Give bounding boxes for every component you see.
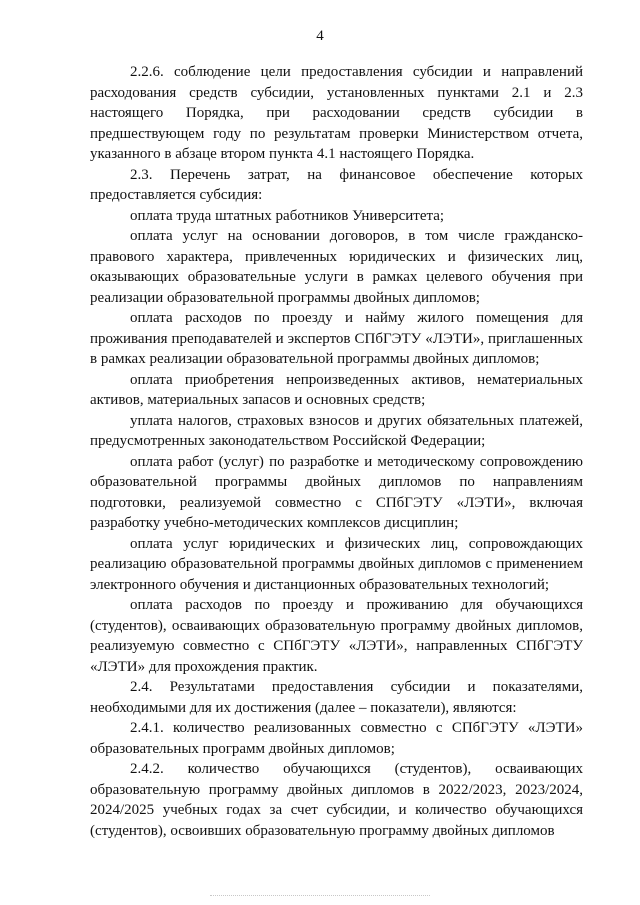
cost-item-contract-services: оплата услуг на основании договоров, в том числе гражданско-правового характера, привлеченных юридических и физических лиц, оказывающих образовательные услуги в рамках целевого обучения при реализации образовательной программы двойных дипломов; [90, 228, 583, 306]
paragraph-2-4-1: 2.4.1. количество реализованных совместно с СПбГЭТУ «ЛЭТИ» образовательных программ двойных дипломов; [90, 720, 583, 757]
document-body [90, 62, 583, 841]
scan-artifact-line [210, 895, 430, 899]
page-number: 4 [316, 28, 324, 44]
paragraph-2-3: 2.3. Перечень затрат, на финансовое обеспечение которых предоставляется субсидия: [90, 166, 583, 203]
paragraph-2-2-6: 2.2.6. соблюдение цели предоставления субсидии и направлений расходования средств субсидии, установленных пунктами 2.1 и 2.3 настоящего Порядка, при расходовании средств субсидии в предшествующем году по результатам проверки Министерством отчета, указанного в абзаце втором пункта 4.1 настоящего Порядка. [90, 64, 583, 162]
cost-item-staff-salary: оплата труда штатных работников Университета; [130, 207, 445, 224]
paragraph-2-4: 2.4. Результатами предоставления субсидии и показателями, необходимыми для их достижения (далее – показатели), являются: [90, 679, 583, 716]
cost-item-assets: оплата приобретения непроизведенных активов, нематериальных активов, материальных запасов и основных средств; [90, 371, 583, 408]
cost-item-methodical-support: оплата работ (услуг) по разработке и методическому сопровождению образовательной программы двойных дипломов по направлениям подготовки, реализуемой совместно с СПбГЭТУ «ЛЭТИ», включая разработку учебно-методических комплексов дисциплин; [90, 453, 583, 531]
cost-item-travel-housing-teachers: оплата расходов по проезду и найму жилого помещения для проживания преподавателей и экспертов СПбГЭТУ «ЛЭТИ», приглашенных в рамках реализации образовательной программы двойных дипломов; [90, 310, 583, 367]
paragraph-2-4-2: 2.4.2. количество обучающихся (студентов), осваивающих образовательную программу двойных дипломов в 2022/2023, 2023/2024, 2024/2025 учебных годах за счет субсидии, и количество обучающихся (студентов), освоивших образовательную программу двойных дипломов [90, 761, 583, 839]
cost-item-student-travel: оплата расходов по проезду и проживанию для обучающихся (студентов), осваивающих образовательную программу двойных дипломов, реализуемую совместно с СПбГЭТУ «ЛЭТИ», направленных СПбГЭТУ «ЛЭТИ» для прохождения практик. [90, 597, 583, 675]
cost-item-taxes: уплата налогов, страховых взносов и других обязательных платежей, предусмотренных законодательством Российской Федерации; [90, 412, 583, 449]
cost-item-e-learning-support: оплата услуг юридических и физических лиц, сопровождающих реализацию образовательной программы двойных дипломов с применением электронного обучения и дистанционных образовательных технологий; [90, 535, 583, 593]
